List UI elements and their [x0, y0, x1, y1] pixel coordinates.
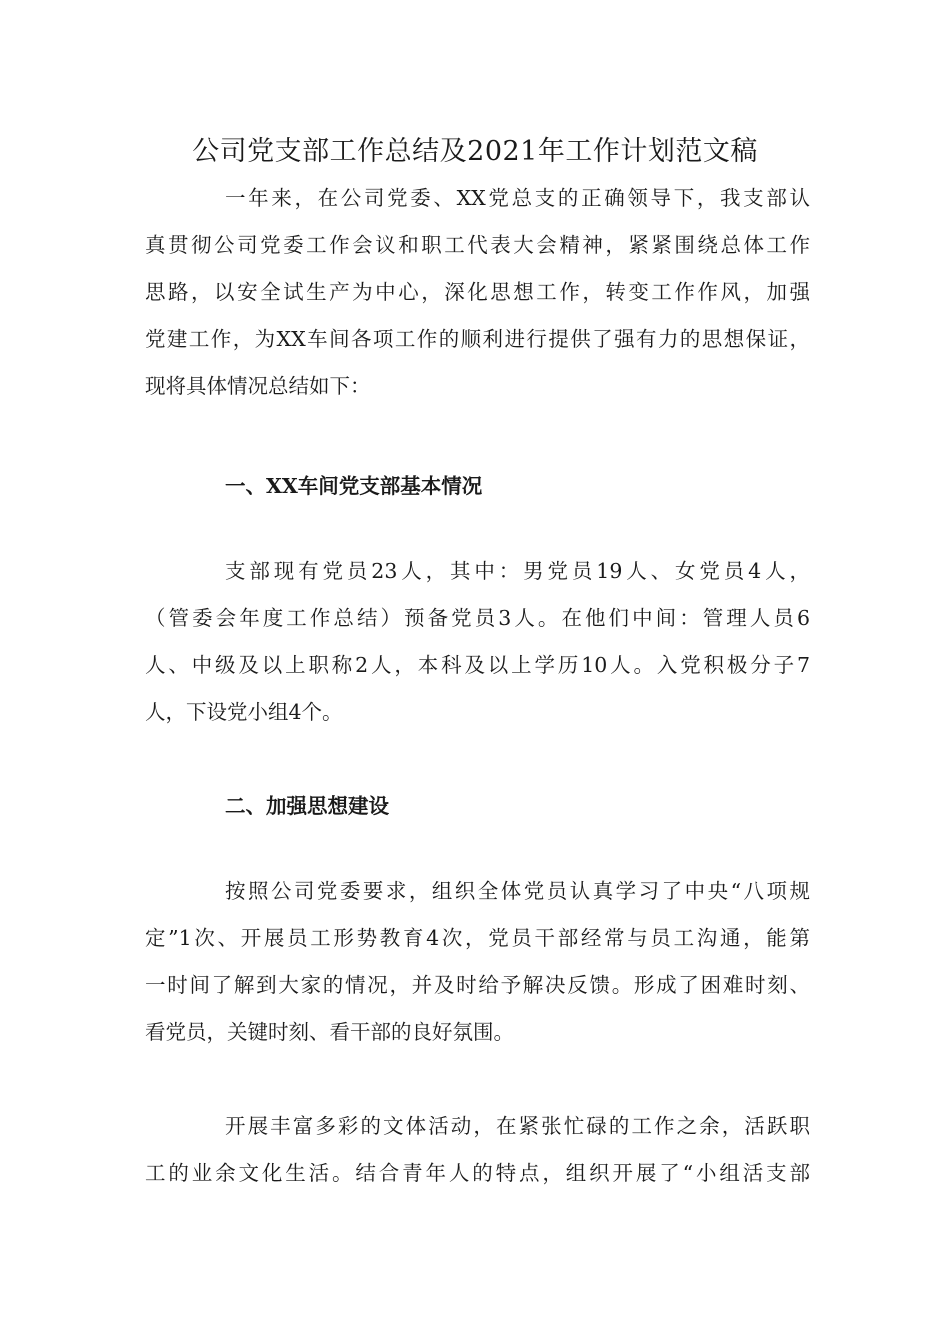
paragraph-line: 思路，以安全试生产为中心，深化思想工作，转变工作作风，加强: [145, 280, 810, 304]
paragraph-line: 一年来，在公司党委、XX党总支的正确领导下，我支部认: [225, 186, 810, 210]
paragraph-line: （管委会年度工作总结）预备党员3人。在他们中间：管理人员6: [145, 606, 810, 630]
paragraph-line: 真贯彻公司党委工作会议和职工代表大会精神，紧紧围绕总体工作: [145, 233, 810, 257]
paragraph-line: 现将具体情况总结如下：: [145, 374, 371, 398]
section2-paragraph-1: [145, 868, 810, 1056]
paragraph-line: 按照公司党委要求，组织全体党员认真学习了中央“八项规: [225, 879, 810, 903]
section-heading: 二、加强思想建设: [225, 794, 389, 818]
intro-paragraph: [145, 175, 810, 410]
paragraph-line: 党建工作，为XX车间各项工作的顺利进行提供了强有力的思想保证，: [145, 327, 810, 351]
paragraph-line: 人，下设党小组4个。: [145, 700, 343, 724]
section-heading: 一、XX车间党支部基本情况: [225, 474, 483, 498]
paragraph-line: 一时间了解到大家的情况，并及时给予解决反馈。形成了困难时刻、: [145, 973, 810, 997]
paragraph-line: 定”1次、开展员工形势教育4次，党员干部经常与员工沟通，能第: [145, 926, 810, 950]
document-title: 公司党支部工作总结及2021年工作计划范文稿: [192, 136, 758, 167]
paragraph-line: 工的业余文化生活。结合青年人的特点，组织开展了“小组活支部: [145, 1161, 810, 1185]
paragraph-line: 人、中级及以上职称2人，本科及以上学历10人。入党积极分子7: [145, 653, 810, 677]
section2-paragraph-2: [145, 1103, 810, 1197]
section1-paragraph: [145, 548, 810, 736]
paragraph-line: 支部现有党员23人，其中：男党员19人、女党员4人，: [225, 559, 810, 583]
paragraph-line: 看党员，关键时刻、看干部的良好氛围。: [145, 1020, 514, 1044]
paragraph-line: 开展丰富多彩的文体活动，在紧张忙碌的工作之余，活跃职: [225, 1114, 810, 1138]
